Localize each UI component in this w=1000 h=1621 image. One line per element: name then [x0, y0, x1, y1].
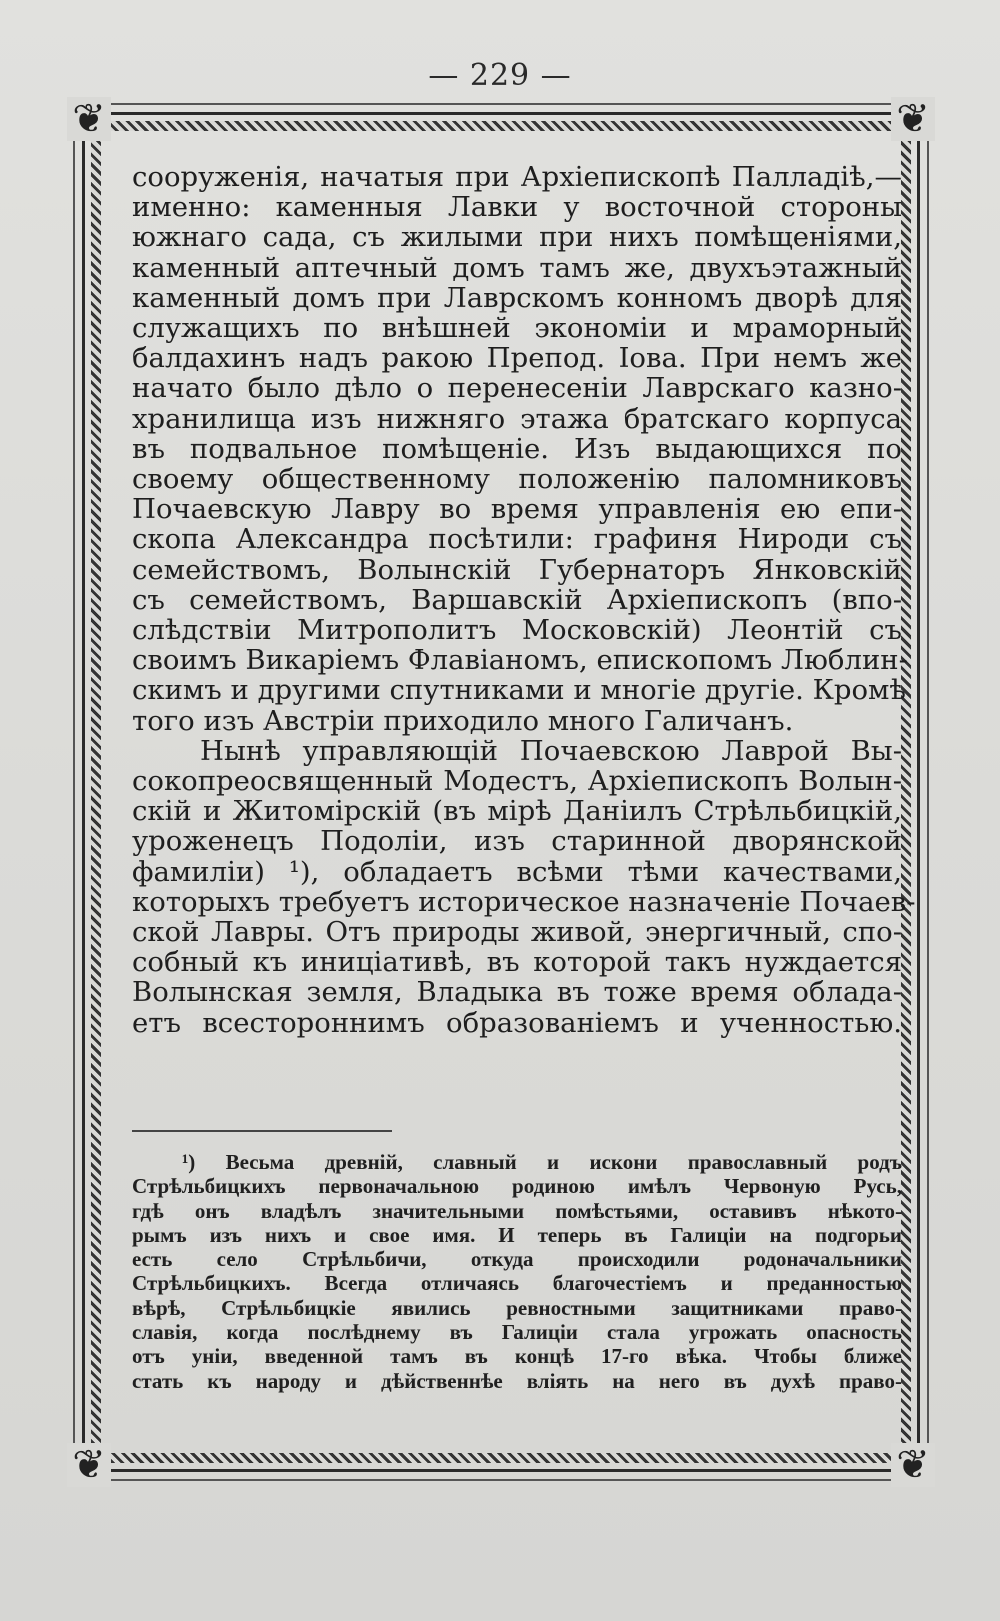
text-line: южнаго сада, съ жилыми при нихъ помѣщеніями,	[132, 221, 902, 254]
text-line: своимъ Викаріемъ Флавіаномъ, епископомъ Люблин-	[132, 644, 908, 677]
footnote-divider	[132, 1130, 392, 1132]
text-line: семействомъ, Волынскій Губернаторъ Янковскій	[132, 553, 902, 586]
corner-ornament-icon: ❦	[67, 97, 111, 141]
footnote-line: рымъ изъ нихъ и свое имя. И теперь въ Галиціи на подгорьи	[132, 1222, 902, 1247]
text-line: каменный аптечный домъ тамъ же, двухъэтажный	[132, 251, 902, 284]
text-line: етъ всестороннимъ образованіемъ и ученностью.	[132, 1006, 902, 1039]
text-line: въ подвальное помѣщеніе. Изъ выдающихся по	[132, 432, 902, 465]
footnote-line: вѣрѣ, Стрѣльбицкіе явились ревностными защитниками право-	[132, 1295, 902, 1320]
text-line: хранилища изъ нижняго этажа братскаго корпуса	[132, 402, 902, 435]
text-line: балдахинъ надъ ракою Препод. Іова. При немъ же	[132, 342, 902, 375]
text-line: слѣдствіи Митрополитъ Московскій) Леонтій съ	[132, 614, 902, 647]
footnote-line: славія, когда послѣднему въ Галиціи стала угрожать опасность	[132, 1320, 902, 1345]
text-line: каменный домъ при Лаврскомъ конномъ дворѣ для	[132, 281, 902, 314]
main-text	[132, 161, 916, 1039]
text-line: Почаевскую Лавру во время управленія ею епи-	[132, 493, 902, 526]
text-line: скій и Житомірскій (въ мірѣ Даніилъ Стрѣльбицкій,	[132, 795, 902, 828]
text-line: своему общественному положенію паломниковъ	[132, 463, 902, 496]
text-line: сооруженія, начатыя при Архіепископѣ Палладіѣ,—	[132, 161, 902, 193]
footnote-line: Стрѣльбицкихъ. Всегда отличаясь благочестіемъ и преданностью	[132, 1271, 902, 1296]
text-line: именно: каменныя Лавки у восточной стороны	[132, 191, 902, 224]
text-line: скимъ и другими спутниками и многіе другіе. Кромѣ	[132, 674, 907, 707]
page-number: — 229 —	[428, 58, 572, 93]
text-line: собный къ иниціативѣ, въ которой такъ нуждается	[132, 946, 902, 979]
text-line: служащихъ по внѣшней экономіи и мраморный	[132, 312, 902, 345]
text-line: уроженецъ Подоліи, изъ старинной дворянской	[132, 825, 902, 858]
footnote-line: отъ уніи, введенной тамъ въ концѣ 17-го вѣка. Чтобы ближе	[132, 1344, 902, 1369]
footnote-line: ¹) Весьма древній, славный и искони православный родъ	[182, 1150, 902, 1174]
corner-ornament-icon: ❦	[891, 97, 935, 141]
footnote-line: есть село Стрѣльбичи, откуда происходили родоначальники	[132, 1247, 902, 1272]
text-line: скопа Александра посѣтили: графиня Нироди съ	[132, 523, 902, 556]
text-line: сокопреосвященный Модестъ, Архіепископъ Волын-	[132, 765, 902, 798]
footnote-line: гдѣ онъ владѣлъ значительными помѣстьями, оставивъ нѣкото-	[132, 1198, 902, 1223]
footnote-line: стать къ народу и дѣйственнѣе вліять на него въ духѣ право-	[132, 1368, 902, 1393]
footnote-line: Стрѣльбицкихъ первоначальною родиною имѣлъ Червоную Русь,	[132, 1174, 902, 1199]
text-line: Волынская земля, Владыка въ тоже время облада-	[132, 976, 902, 1009]
paragraph-start-line: Нынѣ управляющій Почаевскою Лаврой Вы-	[200, 734, 902, 767]
text-line: начато было дѣло о перенесеніи Лаврскаго казно-	[132, 372, 902, 405]
text-line: ской Лавры. Отъ природы живой, энергичный, спо-	[132, 916, 902, 949]
footnote-block	[132, 1150, 902, 1393]
text-line: съ семействомъ, Варшавскій Архіепископъ (впо-	[132, 583, 902, 616]
corner-ornament-icon: ❦	[67, 1443, 111, 1487]
text-line: которыхъ требуетъ историческое назначеніе Почаев-	[132, 885, 916, 918]
text-line: фамиліи) ¹), обладаетъ всѣми тѣми качествами,	[132, 855, 902, 888]
corner-ornament-icon: ❦	[891, 1443, 935, 1487]
text-line: того изъ Австріи приходило много Галичанъ.	[132, 704, 794, 737]
